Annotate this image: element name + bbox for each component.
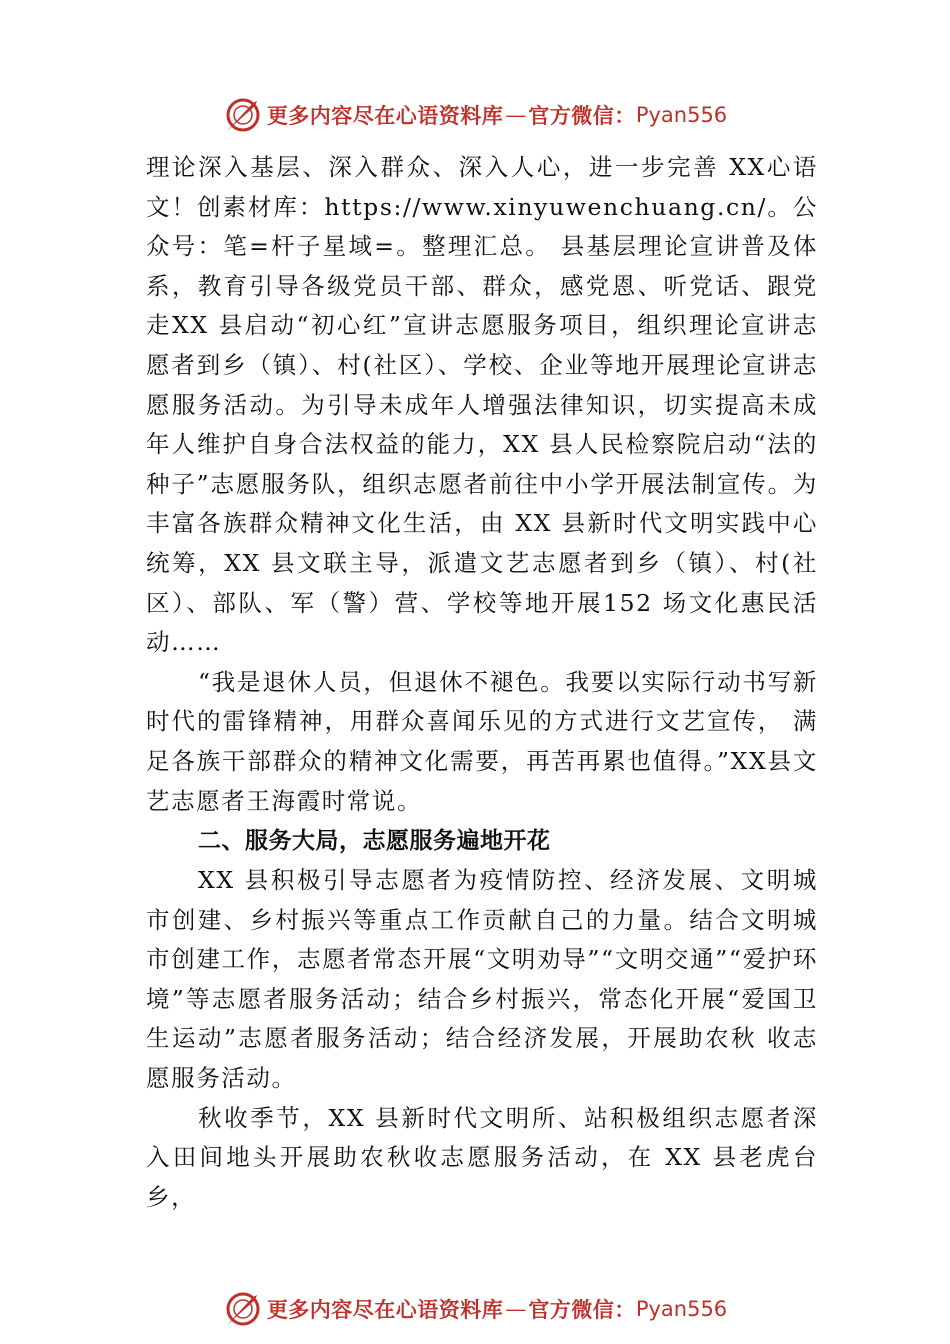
banner-separator: — xyxy=(505,103,527,127)
banner-text: 更多内容尽在心语资料库 xyxy=(266,103,504,128)
quill-logo-icon xyxy=(223,1289,263,1329)
section-heading: 二、服务大局，志愿服务遍地开花 xyxy=(198,828,551,855)
banner-text: 更多内容尽在心语资料库 xyxy=(266,1297,504,1322)
paragraph-2: “我是退休人员，但退休不褪色。我要以实际行动书写新时代的雷锋精神，用群众喜闻乐见的方式进行文艺宣传， 满足各族干部群众的精神文化需要，再苦再累也值得。”XX县文艺志愿者王海霞时常说。 xyxy=(146,667,818,815)
banner-wechat-label: 官方微信： xyxy=(528,103,636,128)
paragraph-4: 秋收季节，XX 县新时代文明所、站积极组织志愿者深入田间地头开展助农秋收志愿服务活动，在 XX 县老虎台乡， xyxy=(146,1103,818,1211)
document-body xyxy=(146,148,818,1217)
header-banner xyxy=(0,92,950,138)
banner-wechat-id: Pyan556 xyxy=(635,1297,728,1321)
quill-logo-icon xyxy=(223,95,263,135)
banner-separator: — xyxy=(505,1297,527,1321)
footer-banner xyxy=(0,1286,950,1332)
paragraph-3: XX 县积极引导志愿者为疫情防控、经济发展、文明城市创建、乡村振兴等重点工作贡献自己的力量。结合文明城市创建工作，志愿者常态开展“文明劝导”“文明交通”“爱护环境”等志愿者服务活动；结合乡村振兴，常态化开展“爱国卫生运动”志愿者服务活动；结合经济发展，开展助农秋 收志愿服务活动。 xyxy=(146,866,818,1093)
banner-wechat-label: 官方微信： xyxy=(528,1297,636,1322)
banner-wechat-id: Pyan556 xyxy=(635,103,728,127)
paragraph-1: 理论深入基层、深入群众、深入人心，进一步完善 XX心语文！创素材库：https://www.xinyuwenchuang.cn/。公众号：笔=杆子星域=。整理汇总。 县基层理论宣讲普及体系，教育引导各级党员干部、群众，感党恩、听党话、跟党走XX 县启动“初心红”宣讲志愿服务项目，组织理论宣讲志愿者到乡（镇）、村(社区）、学校、企业等地开展理论宣讲志愿服务活动。为引导未成年人增强法律知识，切实提高未成年人维护自身合法权益的能力，XX 县人民检察院启动“法的种子”志愿服务队，组织志愿者前往中小学开展法制宣传。为丰富各族群众精神文化生活，由 XX 县新时代文明实践中心统筹，XX 县文联主导，派遣文艺志愿者到乡（镇）、村(社区）、部队、军（警）营、学校等地开展152 场文化惠民活动…… xyxy=(146,153,818,657)
